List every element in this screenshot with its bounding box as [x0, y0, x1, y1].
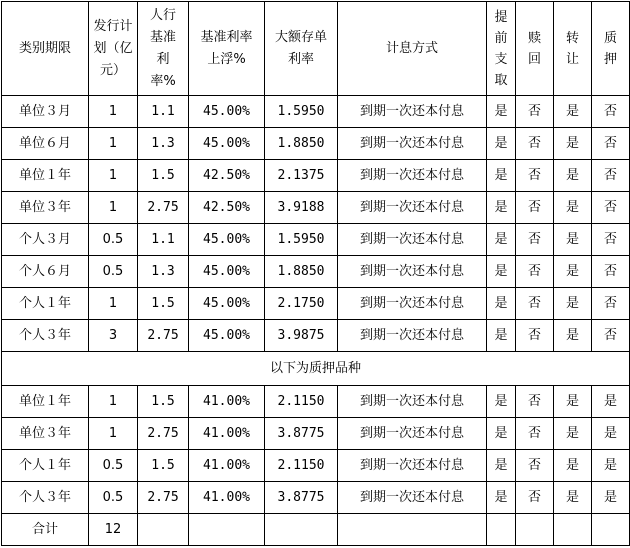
cell-interest: 到期一次还本付息	[338, 450, 487, 482]
cell-issue: 1	[89, 418, 138, 450]
cell-transfer: 是	[554, 160, 592, 192]
cell-base-rate: 1.5	[138, 386, 189, 418]
cell-redeem: 否	[516, 450, 554, 482]
cell-interest: 到期一次还本付息	[338, 192, 487, 224]
header-float-text: 基准利率上浮%	[200, 29, 253, 67]
cell-float: 45.00%	[189, 96, 265, 128]
cell-issue: 1	[89, 128, 138, 160]
cell-interest: 到期一次还本付息	[338, 256, 487, 288]
section-row	[2, 352, 630, 386]
cell-interest: 到期一次还本付息	[338, 224, 487, 256]
cell-category: 单位３年	[2, 192, 89, 224]
cell-early: 是	[487, 418, 516, 450]
cell-transfer: 是	[554, 386, 592, 418]
cell-interest: 到期一次还本付息	[338, 160, 487, 192]
cell-large-rate: 1.5950	[265, 224, 338, 256]
cell-issue: 0.5	[89, 256, 138, 288]
cell-category: 单位３年	[2, 418, 89, 450]
table-row	[2, 256, 630, 288]
cell-interest: 到期一次还本付息	[338, 288, 487, 320]
cell-pledge: 是	[592, 450, 630, 482]
header-category: 类别期限	[2, 2, 89, 96]
table-row	[2, 224, 630, 256]
cell-category: 个人６月	[2, 256, 89, 288]
cell-base-rate: 1.1	[138, 224, 189, 256]
cell-large-rate: 2.1750	[265, 288, 338, 320]
table-row	[2, 386, 630, 418]
cell-float: 42.50%	[189, 192, 265, 224]
cell-float: 45.00%	[189, 128, 265, 160]
header-early-withdrawal	[487, 2, 516, 96]
cell-large-rate: 3.9875	[265, 320, 338, 352]
cell-large-rate: 1.5950	[265, 96, 338, 128]
cell-large-rate: 3.9188	[265, 192, 338, 224]
header-transfer	[554, 2, 592, 96]
empty-cell	[338, 514, 487, 546]
table-row	[2, 128, 630, 160]
empty-cell	[516, 514, 554, 546]
cell-transfer: 是	[554, 256, 592, 288]
cell-transfer: 是	[554, 224, 592, 256]
header-redeem-text: 赎回	[527, 30, 541, 67]
cell-early: 是	[487, 128, 516, 160]
cell-category: 单位１年	[2, 160, 89, 192]
cell-issue: 1	[89, 96, 138, 128]
cell-pledge: 否	[592, 224, 630, 256]
cell-issue: 1	[89, 288, 138, 320]
header-pledge	[592, 2, 630, 96]
header-interest-method: 计息方式	[338, 2, 487, 96]
cell-category: 单位６月	[2, 128, 89, 160]
total-row	[2, 514, 630, 546]
cell-interest: 到期一次还本付息	[338, 128, 487, 160]
cell-float: 45.00%	[189, 320, 265, 352]
cell-early: 是	[487, 482, 516, 514]
cell-transfer: 是	[554, 96, 592, 128]
cell-large-rate: 1.8850	[265, 256, 338, 288]
cell-pledge: 是	[592, 482, 630, 514]
header-early-withdrawal-text: 提前支取	[494, 9, 508, 88]
table-row	[2, 482, 630, 514]
cell-redeem: 否	[516, 320, 554, 352]
cell-redeem: 否	[516, 482, 554, 514]
cell-issue: 0.5	[89, 224, 138, 256]
table-row	[2, 192, 630, 224]
cell-interest: 到期一次还本付息	[338, 418, 487, 450]
cell-base-rate: 1.5	[138, 450, 189, 482]
cell-pledge: 否	[592, 288, 630, 320]
cell-early: 是	[487, 320, 516, 352]
cell-category: 个人１年	[2, 288, 89, 320]
cell-large-rate: 2.1150	[265, 386, 338, 418]
cell-pledge: 是	[592, 418, 630, 450]
cell-pledge: 否	[592, 192, 630, 224]
header-issue-plan-text: 发行计划（亿元）	[93, 18, 133, 78]
cell-float: 42.50%	[189, 160, 265, 192]
cell-large-rate: 1.8850	[265, 128, 338, 160]
cell-category: 个人１年	[2, 450, 89, 482]
cell-redeem: 否	[516, 160, 554, 192]
cell-float: 45.00%	[189, 224, 265, 256]
cell-early: 是	[487, 450, 516, 482]
cell-base-rate: 2.75	[138, 482, 189, 514]
cell-issue: 1	[89, 386, 138, 418]
cell-interest: 到期一次还本付息	[338, 96, 487, 128]
empty-cell	[554, 514, 592, 546]
cell-large-rate: 3.8775	[265, 482, 338, 514]
cell-category: 个人３年	[2, 482, 89, 514]
table-row	[2, 450, 630, 482]
total-label: 合计	[2, 514, 89, 546]
header-float	[189, 2, 265, 96]
cell-interest: 到期一次还本付息	[338, 320, 487, 352]
table-row	[2, 288, 630, 320]
header-redeem	[516, 2, 554, 96]
cell-large-rate: 2.1375	[265, 160, 338, 192]
table-row	[2, 320, 630, 352]
header-base-rate-text: 人行基准利率%	[149, 7, 176, 89]
cell-category: 个人３月	[2, 224, 89, 256]
cell-float: 41.00%	[189, 482, 265, 514]
cell-early: 是	[487, 256, 516, 288]
empty-cell	[189, 514, 265, 546]
table-body	[2, 2, 630, 546]
cell-float: 41.00%	[189, 418, 265, 450]
cell-category: 单位１年	[2, 386, 89, 418]
cell-redeem: 否	[516, 418, 554, 450]
cd-issuance-table	[1, 1, 630, 546]
cell-issue: 1	[89, 192, 138, 224]
cell-base-rate: 1.5	[138, 160, 189, 192]
cell-redeem: 否	[516, 224, 554, 256]
cell-redeem: 否	[516, 96, 554, 128]
table-row	[2, 96, 630, 128]
cell-pledge: 否	[592, 160, 630, 192]
cell-base-rate: 2.75	[138, 418, 189, 450]
table-row	[2, 418, 630, 450]
cell-redeem: 否	[516, 386, 554, 418]
cell-early: 是	[487, 224, 516, 256]
cell-pledge: 否	[592, 256, 630, 288]
header-large-rate	[265, 2, 338, 96]
header-large-rate-text: 大额存单利率	[275, 29, 328, 67]
cell-early: 是	[487, 192, 516, 224]
cell-issue: 0.5	[89, 482, 138, 514]
cell-early: 是	[487, 386, 516, 418]
table-row	[2, 160, 630, 192]
cell-issue: 3	[89, 320, 138, 352]
cell-redeem: 否	[516, 128, 554, 160]
cd-issuance-table-container	[1, 1, 630, 546]
header-issue-plan	[89, 2, 138, 96]
total-issue: 12	[89, 514, 138, 546]
cell-early: 是	[487, 160, 516, 192]
cell-float: 45.00%	[189, 256, 265, 288]
empty-cell	[487, 514, 516, 546]
cell-category: 单位３月	[2, 96, 89, 128]
cell-transfer: 是	[554, 450, 592, 482]
cell-issue: 1	[89, 160, 138, 192]
cell-transfer: 是	[554, 482, 592, 514]
cell-base-rate: 1.5	[138, 288, 189, 320]
header-row	[2, 2, 630, 96]
empty-cell	[138, 514, 189, 546]
cell-transfer: 是	[554, 192, 592, 224]
cell-category: 个人３年	[2, 320, 89, 352]
cell-interest: 到期一次还本付息	[338, 386, 487, 418]
section-label: 以下为质押品种	[2, 352, 630, 386]
cell-pledge: 是	[592, 386, 630, 418]
cell-pledge: 否	[592, 128, 630, 160]
cell-float: 41.00%	[189, 386, 265, 418]
cell-pledge: 否	[592, 320, 630, 352]
cell-transfer: 是	[554, 128, 592, 160]
header-transfer-text: 转让	[565, 30, 579, 67]
cell-pledge: 否	[592, 96, 630, 128]
cell-early: 是	[487, 96, 516, 128]
cell-early: 是	[487, 288, 516, 320]
cell-transfer: 是	[554, 288, 592, 320]
cell-redeem: 否	[516, 256, 554, 288]
cell-interest: 到期一次还本付息	[338, 482, 487, 514]
empty-cell	[265, 514, 338, 546]
cell-large-rate: 2.1150	[265, 450, 338, 482]
cell-float: 41.00%	[189, 450, 265, 482]
cell-large-rate: 3.8775	[265, 418, 338, 450]
cell-base-rate: 1.3	[138, 256, 189, 288]
cell-float: 45.00%	[189, 288, 265, 320]
cell-base-rate: 1.3	[138, 128, 189, 160]
cell-base-rate: 2.75	[138, 192, 189, 224]
cell-issue: 0.5	[89, 450, 138, 482]
empty-cell	[592, 514, 630, 546]
cell-transfer: 是	[554, 320, 592, 352]
header-pledge-text: 质押	[603, 30, 617, 67]
cell-transfer: 是	[554, 418, 592, 450]
cell-base-rate: 1.1	[138, 96, 189, 128]
cell-base-rate: 2.75	[138, 320, 189, 352]
cell-redeem: 否	[516, 192, 554, 224]
header-base-rate	[138, 2, 189, 96]
cell-redeem: 否	[516, 288, 554, 320]
